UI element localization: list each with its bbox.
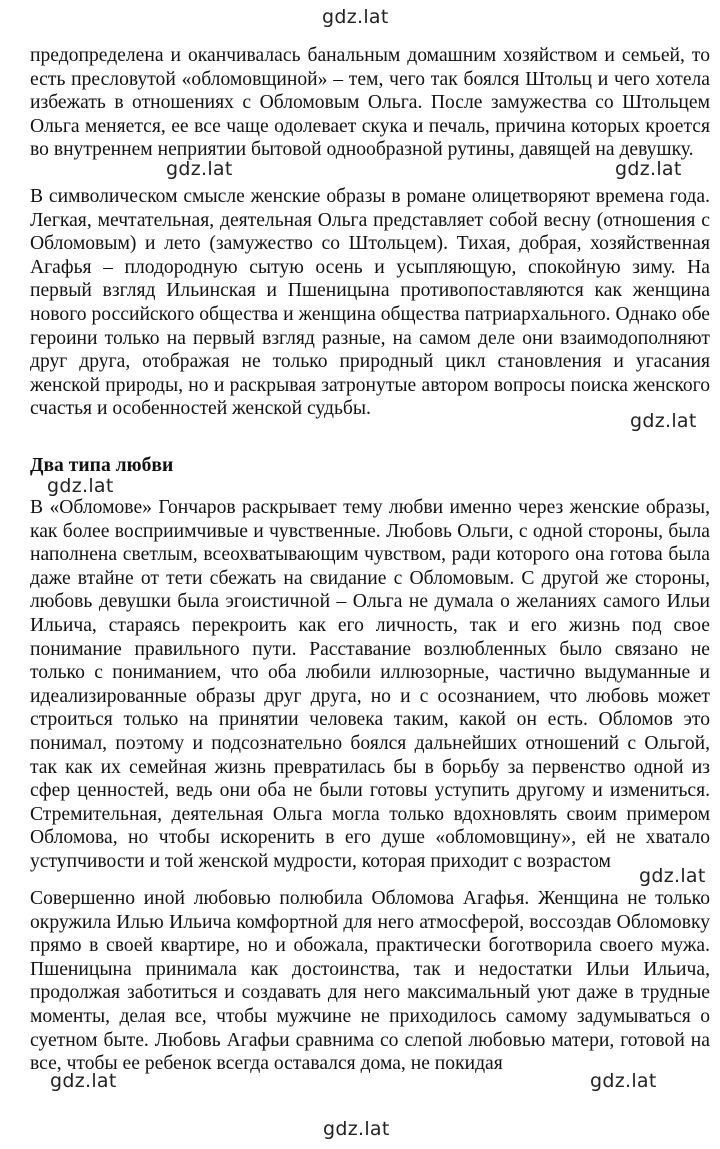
paragraph-1: предопределена и оканчивалась банальным домашним хозяйством и семьей, то есть пресловутой «обломовщиной» – тем, чего так боялся Штольц и чего хотела избежать в отношениях с Обломовым Ольга. После замужества со Штольцем Ольга меняется, ее все чаще одолевает скука и печаль, причина которых кроется во внутреннем неприятии бытовой однообразной рутины, давящей на девушку. xyxy=(30,45,710,161)
watermark: gdz.lat xyxy=(50,1070,117,1092)
watermark: gdz.lat xyxy=(47,475,114,497)
watermark-bottom: gdz.lat xyxy=(323,1118,390,1140)
watermark: gdz.lat xyxy=(630,410,697,432)
watermark: gdz.lat xyxy=(615,158,682,180)
watermark-top: gdz.lat xyxy=(322,6,389,28)
watermark: gdz.lat xyxy=(639,865,706,887)
paragraph-4: Совершенно иной любовью полюбила Обломова Агафья. Женщина не только окружила Илью Ильича комфортной для него атмосферой, воссоздав Обломовку прямо в своей квартире, но и обожала, практически боготворила своего мужа. Пшеницына принимала как достоинства, так и недостатки Ильи Ильича, продолжая заботиться и создавать для него максимальный уют даже в трудные моменты, делая все, чтобы мужчине не приходилось самому задумываться о суетном быте. Любовь Агафьи сравнима со слепой любовью матери, готовой на все, чтобы ее ребенок всегда оставался дома, не покидая xyxy=(30,888,710,1075)
watermark: gdz.lat xyxy=(590,1070,657,1092)
section-heading: Два типа любви xyxy=(30,455,174,476)
paragraph-3: В «Обломове» Гончаров раскрывает тему любви именно через женские образы, как более восприимчивые и чувственные. Любовь Ольги, с одной стороны, была наполнена светлым, всеохватывающим чувством, ради которого она готова была даже втайне от тети сбежать на свидание с Обломовым. С другой же стороны, любовь девушки была эгоистичной – Ольга не думала о желаниях самого Ильи Ильича, стараясь перекроить как его личность, так и его жизнь под свое понимание правильного пути. Расставание возлюбленных было связано не только с пониманием, что оба любили иллюзорные, частично выдуманные и идеализированные образы друг друга, но и с осознанием, что любовь может строиться только на принятии человека таким, какой он есть. Обломов это понимал, поэтому и подсознательно боялся дальнейших отношений с Ольгой, так как их семейная жизнь превратилась бы в борьбу за первенство одной из сфер ценностей, ведь они оба не были готовы уступить другому и измениться. Стремительная, деятельная Ольга могла только вдохновлять своим примером Обломова, но чтобы искоренить в его душе «обломовщину», ей не хватало уступчивости и той женской мудрости, которая приходит с возрастом xyxy=(30,497,710,872)
paragraph-2: В символическом смысле женские образы в романе олицетворяют времена года. Легкая, мечтательная, деятельная Ольга представляет собой весну (отношения с Обломовым) и лето (замужество со Штольцем). Тихая, добрая, хозяйственная Агафья – плодородную сытую осень и усыпляющую, спокойную зиму. На первый взгляд Ильинская и Пшеницына противопоставляются как женщина нового российского общества и женщина общества патриархального. Однако обе героини только на первый взгляд разные, на самом деле они взаимодополняют друг друга, отображая не только природный цикл становления и угасания женской природы, но и раскрывая затронутые автором вопросы поиска женского счастья и особенностей женской судьбы. xyxy=(30,186,710,420)
watermark: gdz.lat xyxy=(166,158,233,180)
